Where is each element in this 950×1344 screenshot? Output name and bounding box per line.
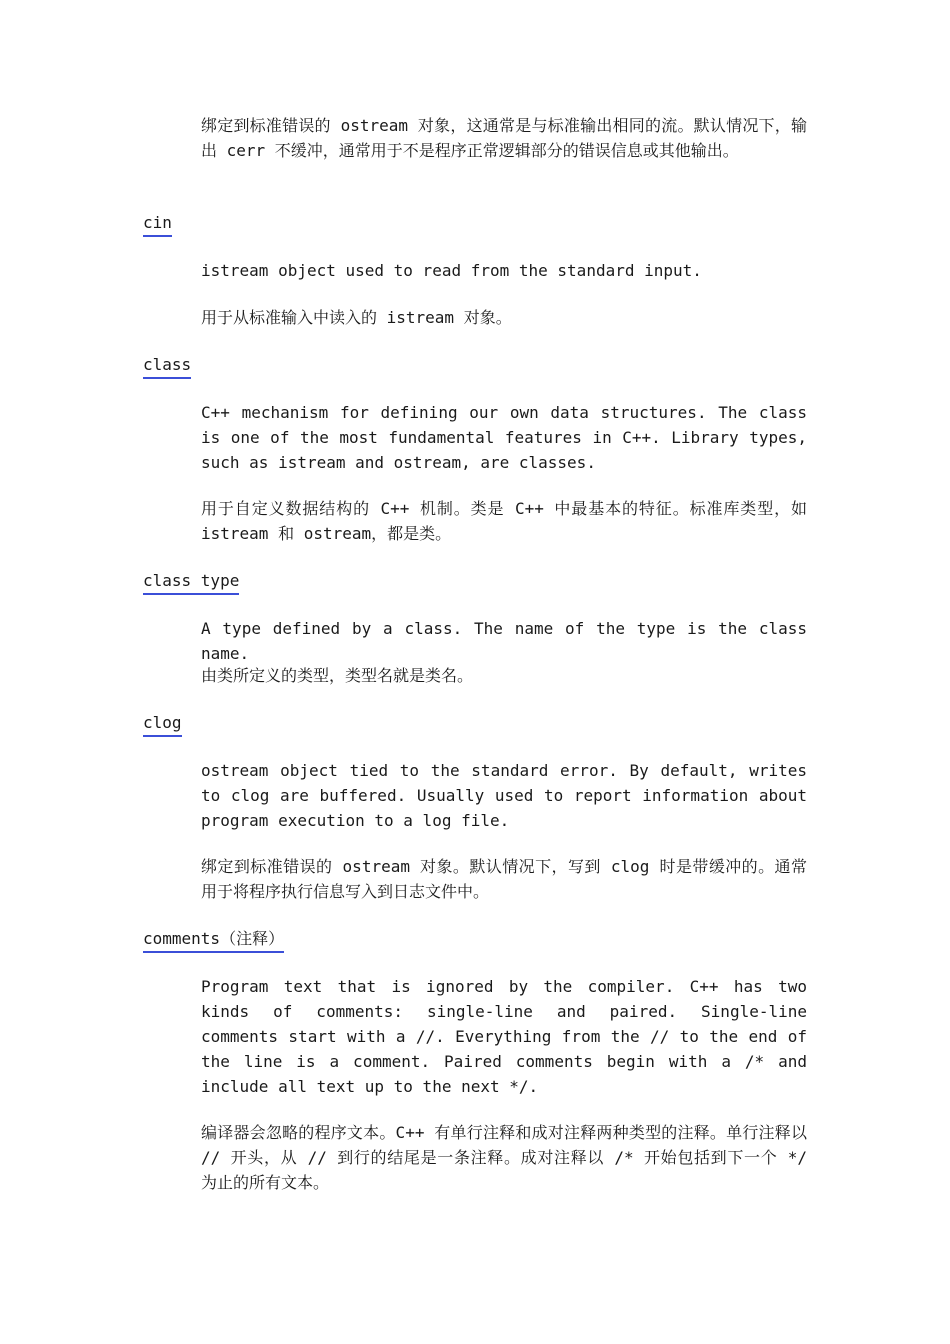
class-definition-en: C++ mechanism for defining our own data structures. The class is one of the most fundamental features in C++. Library types, such as istream and ostream, are classes.: [201, 403, 807, 472]
comments-definition-en: Program text that is ignored by the compiler. C++ has two kinds of comments: single-line and paired. Single-line comments start with a //. Everything from the // to the end of the line is a comment. Paired comments begin with a /* and include all text up to the next */.: [201, 977, 807, 1096]
term-link-class-type[interactable]: class type: [143, 570, 239, 595]
term-link-cin[interactable]: cin: [143, 212, 172, 237]
cerr-definition-zh: 绑定到标准错误的 ostream 对象，这通常是与标准输出相同的流。默认情况下，输出 cerr 不缓冲，通常用于不是程序正常逻辑部分的错误信息或其他输出。: [201, 116, 807, 160]
class-definition-zh: 用于自定义数据结构的 C++ 机制。类是 C++ 中最基本的特征。标准库类型，如 istream 和 ostream，都是类。: [201, 499, 807, 543]
class-type-definition-en: A type defined by a class. The name of the type is the class name.: [201, 619, 807, 663]
term-link-class[interactable]: class: [143, 354, 191, 379]
term-link-clog[interactable]: clog: [143, 712, 182, 737]
clog-definition-en: ostream object tied to the standard error. By default, writes to clog are buffered. Usually used to report information about program execution to a log file.: [201, 761, 807, 830]
class-type-definition-zh: 由类所定义的类型，类型名就是类名。: [201, 666, 474, 685]
comments-definition-zh: 编译器会忽略的程序文本。C++ 有单行注释和成对注释两种类型的注释。单行注释以 // 开头，从 // 到行的结尾是一条注释。成对注释以 /* 开始包括到下一个 */ 为止的所有文本。: [201, 1123, 807, 1192]
cin-definition-zh: 用于从标准输入中读入的 istream 对象。: [201, 308, 512, 327]
cin-definition-en: istream object used to read from the standard input.: [201, 261, 702, 280]
term-link-comments[interactable]: comments（注释）: [143, 928, 284, 953]
clog-definition-zh: 绑定到标准错误的 ostream 对象。默认情况下，写到 clog 时是带缓冲的。通常用于将程序执行信息写入到日志文件中。: [201, 857, 807, 901]
